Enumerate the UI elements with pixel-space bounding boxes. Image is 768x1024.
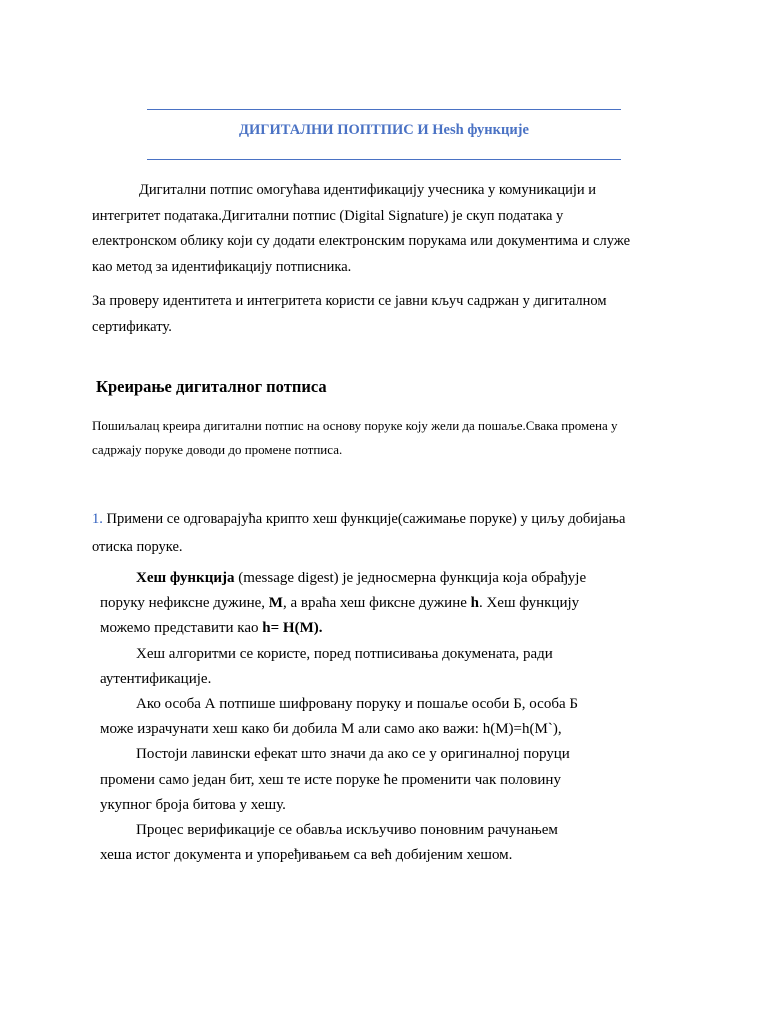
intro-line: електронском облику који су додати електронским порукама или документима и служе xyxy=(92,233,631,249)
hash-para3-line: може израчунати хеш како би добила М али само ако важи: h(M)=h(M`), xyxy=(100,721,562,738)
step-number: 1. xyxy=(92,511,103,527)
sender-line: Пошиљалац креира дигитални потпис на основу поруке коју жели да пошаље.Свака промена у xyxy=(92,418,618,433)
hash-def-text: (message digest) је једносмерна функција која обрађује xyxy=(234,570,587,586)
title-part1: ДИГИТАЛНИ ПОПТПИС И xyxy=(239,122,433,138)
intro-line: интегритет података.Дигитални потпис (Digital Signature) је скуп података у xyxy=(92,207,564,224)
step-1 xyxy=(92,505,682,561)
hash-text: можемо представити као xyxy=(100,620,263,637)
sender-paragraph xyxy=(92,414,682,462)
hash-def-line3 xyxy=(100,616,660,641)
verify-paragraph xyxy=(92,289,682,340)
hash-para3-line: Ако особа А потпише шифровану поруку и пошаље особи Б, особа Б xyxy=(136,696,578,713)
document-title xyxy=(0,122,768,139)
hash-text: , а враћа хеш фиксне дужине xyxy=(282,595,471,612)
hash-section xyxy=(100,566,660,868)
verify-line: За проверу идентитета и интегритета користи се јавни кључ садржан у дигиталном xyxy=(92,293,607,309)
title-rule-bottom xyxy=(147,159,621,160)
hash-term: Хеш функција xyxy=(136,570,235,586)
hash-para5-line: хеша истог документа и упоређивањем са већ добијеним хешом. xyxy=(100,847,513,864)
hash-text: . Хеш функцију xyxy=(478,595,580,612)
hash-symbol-m: M xyxy=(268,595,283,612)
hash-para4-line: укупног броја битова у хешу. xyxy=(100,796,286,813)
hash-formula: h= H(M). xyxy=(262,620,323,637)
hash-para4-line: промени само један бит, хеш те исте поруке ће променити чак половину xyxy=(100,771,561,788)
step-text-cont: отиска поруке. xyxy=(92,539,183,555)
hash-def-line2 xyxy=(100,591,660,616)
hash-def-line1 xyxy=(100,566,660,591)
intro-line: Дигитални потпис омогућава идентификацију учесника у комуникацији и xyxy=(139,182,597,198)
title-part2: Hesh функције xyxy=(432,122,529,138)
hash-text: поруку нефиксне дужине, xyxy=(100,595,269,612)
intro-paragraph xyxy=(92,178,682,280)
verify-line: сертификату. xyxy=(92,318,172,335)
hash-para2-line: аутентификације. xyxy=(100,670,212,687)
hash-para5-line: Процес верификације се обавља искључиво поновним рачунањем xyxy=(136,822,558,839)
section-heading: Креирање дигиталног потписа xyxy=(96,377,327,396)
sender-line: садржају поруке доводи до промене потписа. xyxy=(92,442,343,457)
title-rule-top xyxy=(147,109,621,110)
intro-line: као метод за идентификацију потписника. xyxy=(92,258,352,275)
step-text: Примени се одговарајућа крипто хеш функције(сажимање поруке) у циљу добијања xyxy=(102,511,626,527)
hash-para2-line: Хеш алгоритми се користе, поред потписивања докумената, ради xyxy=(136,645,553,662)
hash-symbol-h: h xyxy=(470,595,479,612)
hash-para4-line: Постоји лавински ефекат што значи да ако се у оригиналној поруци xyxy=(136,746,570,763)
